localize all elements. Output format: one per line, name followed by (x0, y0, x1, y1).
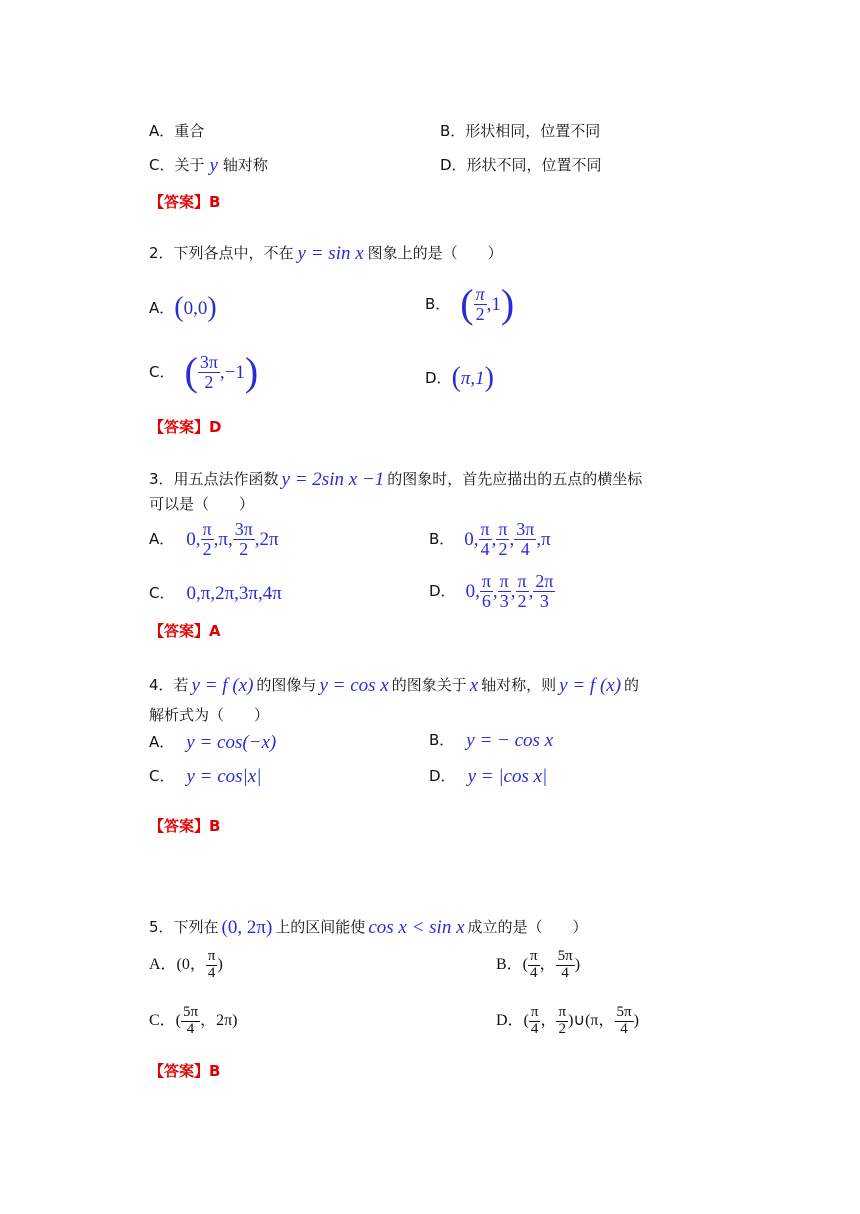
q3-stem-line2: 可以是（ ） (149, 495, 255, 513)
q3-option-a-frac2-den: 2 (239, 538, 249, 559)
q5-option-a-num: π (207, 948, 216, 964)
q1-option-c-post: 轴对称 (222, 156, 268, 174)
q3-answer: 【答案】A (149, 622, 221, 640)
q2-option-d-value: π,1 (460, 367, 485, 389)
q5-option-d-frac1-num: π (530, 1004, 539, 1020)
q4-label-b: B． (429, 731, 455, 749)
q1-option-c (149, 156, 268, 175)
q5-option-d-post: ) (633, 1012, 639, 1030)
q5-option-d-frac2 (556, 1005, 568, 1038)
q4-stem (149, 676, 639, 695)
q5-option-b-pre: B．( (496, 956, 529, 974)
q3-option-b-part2: ,π (536, 528, 551, 550)
q2-label-b: B． (425, 294, 451, 313)
q4-option-d (429, 767, 547, 786)
q3-option-b-frac1 (479, 520, 492, 559)
q3-option-a-frac2-num: 3π (234, 519, 253, 539)
q2-option-c: C． ( $\frac{3\pi}{2}$ ,−1 ) (149, 349, 259, 394)
q5-stem-math2: cos x < sin x (368, 917, 465, 938)
q4-stem-math1: y = f (x) (191, 675, 254, 696)
q5-option-b-frac2 (556, 949, 575, 982)
q3-label-d: D． (429, 581, 456, 600)
q5-option-b-frac1-num: π (530, 948, 538, 964)
q5-stem-post: 成立的是（ ） (467, 918, 588, 936)
q5-option-b-frac1 (528, 949, 540, 982)
q3-option-a-part2: ,π, (213, 528, 233, 550)
q3-option-d (429, 572, 555, 611)
q3-option-a-part1: 0, (186, 528, 201, 550)
q3-option-b-frac3 (514, 520, 536, 559)
q1-option-a: A．重合 (149, 122, 205, 140)
q1-option-d: D．形状不同，位置不同 (440, 156, 602, 174)
q5-option-d-mid: )∪(π， (568, 1012, 615, 1030)
q4-label-c: C． (149, 767, 175, 785)
q2-option-d: D． ( π,1 ) (425, 362, 494, 393)
q3-option-b-frac1-den: 4 (480, 538, 490, 559)
q3-option-b (429, 520, 551, 559)
q3-option-d-frac4 (533, 572, 555, 611)
q5-option-d (496, 1005, 639, 1038)
q3-option-a-frac1-den: 2 (202, 538, 212, 559)
q5-option-a-frac (206, 949, 218, 982)
q4-stem-pre: 4．若 (149, 676, 189, 694)
q5-option-b-sep: ， (539, 956, 556, 974)
q4-stem-math3: x (469, 675, 479, 696)
q5-option-d-frac2-den: 2 (558, 1020, 567, 1037)
q2-stem-math: y = sin x (297, 243, 364, 264)
q5-option-b (496, 949, 580, 982)
q4-option-a-value: y = cos(−x) (186, 732, 277, 753)
q4-stem-line2: 解析式为（ ） (149, 706, 270, 724)
q5-option-a-pre: A．(0， (149, 956, 206, 974)
q2-label-c: C． (149, 362, 175, 381)
q3-option-d-sep3: , (528, 580, 534, 602)
q4-option-b (429, 731, 553, 750)
q5-option-c-den: 4 (186, 1020, 195, 1037)
q2-option-c-fraction (198, 353, 220, 392)
q2-label-d: D． (425, 368, 452, 387)
q3-stem-math: y = 2sin x −1 (281, 469, 385, 490)
q5-option-d-frac1 (529, 1005, 541, 1038)
q5-stem-mid: 上的区间能使 (275, 918, 366, 936)
q3-option-b-frac1-num: π (480, 519, 490, 539)
q4-stem-math4: y = f (x) (559, 675, 622, 696)
q3-option-b-frac3-num: 3π (516, 519, 535, 539)
q2-option-b: B． ( $\frac{\pi}{2}$ ,1 ) (425, 281, 515, 326)
q2-option-a-value: 0,0 (183, 297, 208, 319)
q4-stem-mid2: 的图象关于 (391, 676, 467, 694)
q3-label-b: B． (429, 529, 455, 548)
q4-label-a: A． (149, 733, 175, 751)
q2-option-b-den: 2 (475, 303, 485, 324)
q2-stem-post: 图象上的是（ ） (367, 244, 503, 262)
q5-stem (149, 918, 588, 937)
q5-option-d-frac3-num: 5π (616, 1004, 632, 1020)
q4-option-b-value: y = − cos x (466, 730, 554, 751)
q4-option-c-value: y = cos|x| (186, 766, 262, 787)
q2-option-b-tail: ,1 (486, 293, 501, 315)
q5-option-d-frac3 (615, 1005, 634, 1038)
q3-stem-post: 的图象时，首先应描出的五点的横坐标 (387, 470, 643, 488)
q2-stem-pre: 2．下列各点中，不在 (149, 244, 294, 262)
q5-answer: 【答案】B (149, 1062, 221, 1080)
q2-label-a: A． (149, 298, 175, 317)
q2-option-b-num: π (475, 283, 485, 304)
q5-option-a (149, 949, 223, 982)
q5-option-a-den: 4 (207, 964, 216, 981)
q5-option-d-frac2-num: π (558, 1004, 567, 1020)
q1-option-c-pre: C．关于 (149, 156, 205, 174)
q5-option-b-frac1-den: 4 (530, 964, 538, 981)
q3-option-b-part1: 0, (464, 528, 479, 550)
q5-option-c-num: 5π (183, 1004, 199, 1020)
q5-option-a-post: ) (217, 956, 223, 974)
q3-stem-pre: 3．用五点法作函数 (149, 470, 279, 488)
q5-option-d-frac3-den: 4 (620, 1020, 628, 1037)
q3-option-d-frac2 (498, 572, 511, 611)
q3-option-a (149, 520, 279, 559)
q3-option-c (149, 584, 282, 603)
q3-label-c: C． (149, 584, 175, 602)
q5-option-c-frac (181, 1005, 200, 1038)
q4-stem-math2: y = cos x (319, 675, 389, 696)
q3-option-d-frac3-den: 2 (517, 590, 527, 611)
q1-option-c-var: y (209, 155, 218, 176)
q5-stem-pre: 5．下列在 (149, 918, 219, 936)
q5-option-b-post: ) (574, 956, 581, 974)
q4-option-a (149, 733, 276, 752)
q3-option-d-frac4-den: 3 (539, 590, 549, 611)
q3-option-a-frac1 (201, 520, 214, 559)
q3-option-b-frac2-num: π (498, 519, 508, 539)
q3-option-b-sep1: , (491, 528, 497, 550)
q3-option-d-sep2: , (510, 580, 516, 602)
q3-option-d-frac3 (516, 572, 529, 611)
q5-stem-math1: (0, 2π) (221, 917, 273, 938)
q4-option-c (149, 767, 261, 786)
q5-option-b-frac2-num: 5π (557, 948, 573, 964)
q3-option-d-frac3-num: π (517, 571, 527, 591)
q5-option-d-pre: D．( (496, 1012, 529, 1030)
q5-option-d-frac1-den: 4 (530, 1020, 539, 1037)
q5-option-b-frac2-den: 4 (561, 964, 569, 981)
q3-option-b-frac2 (496, 520, 509, 559)
q4-stem-mid3: 轴对称，则 (481, 676, 557, 694)
q3-option-d-part1: 0, (465, 580, 480, 602)
q3-option-d-sep1: , (492, 580, 498, 602)
q3-stem (149, 470, 642, 489)
q3-label-a: A． (149, 529, 175, 548)
q4-label-d: D． (429, 767, 456, 785)
q3-option-a-frac2 (233, 520, 255, 559)
q3-option-b-frac2-den: 2 (498, 538, 508, 559)
q3-option-d-frac4-num: 2π (535, 571, 554, 591)
q2-option-c-tail: ,−1 (219, 361, 245, 383)
q4-answer: 【答案】B (149, 817, 221, 835)
q3-option-d-frac2-den: 3 (499, 590, 509, 611)
q4-stem-mid1: 的图像与 (256, 676, 317, 694)
q5-option-d-sep1: ， (540, 1012, 557, 1030)
q5-option-c-pre: C．( (149, 1012, 182, 1030)
q3-option-c-value: 0,π,2π,3π,4π (186, 583, 282, 604)
q2-option-c-den: 2 (204, 371, 214, 392)
q1-option-b: B．形状相同，位置不同 (440, 122, 601, 140)
q5-option-c-post: ，2π) (200, 1012, 238, 1030)
q3-option-d-frac1-num: π (481, 571, 491, 591)
q3-option-d-frac2-num: π (499, 571, 509, 591)
q2-stem (149, 244, 503, 263)
q2-option-a: A． ( 0,0 ) (149, 292, 217, 323)
q3-option-b-frac3-den: 4 (520, 538, 530, 559)
q3-option-d-frac1-den: 6 (481, 590, 491, 611)
q3-option-a-part3: ,2π (254, 528, 279, 550)
q3-option-d-frac1 (480, 572, 493, 611)
q3-option-a-frac1-num: π (202, 519, 212, 539)
q3-option-b-sep2: , (509, 528, 515, 550)
q2-answer: 【答案】D (149, 418, 222, 436)
q2-option-c-num: 3π (199, 351, 218, 372)
q4-stem-post: 的 (624, 676, 640, 694)
q1-answer: 【答案】B (149, 193, 221, 211)
q2-option-b-fraction (474, 285, 487, 324)
q4-option-d-value: y = |cos x| (467, 766, 548, 787)
q5-option-c (149, 1005, 238, 1038)
